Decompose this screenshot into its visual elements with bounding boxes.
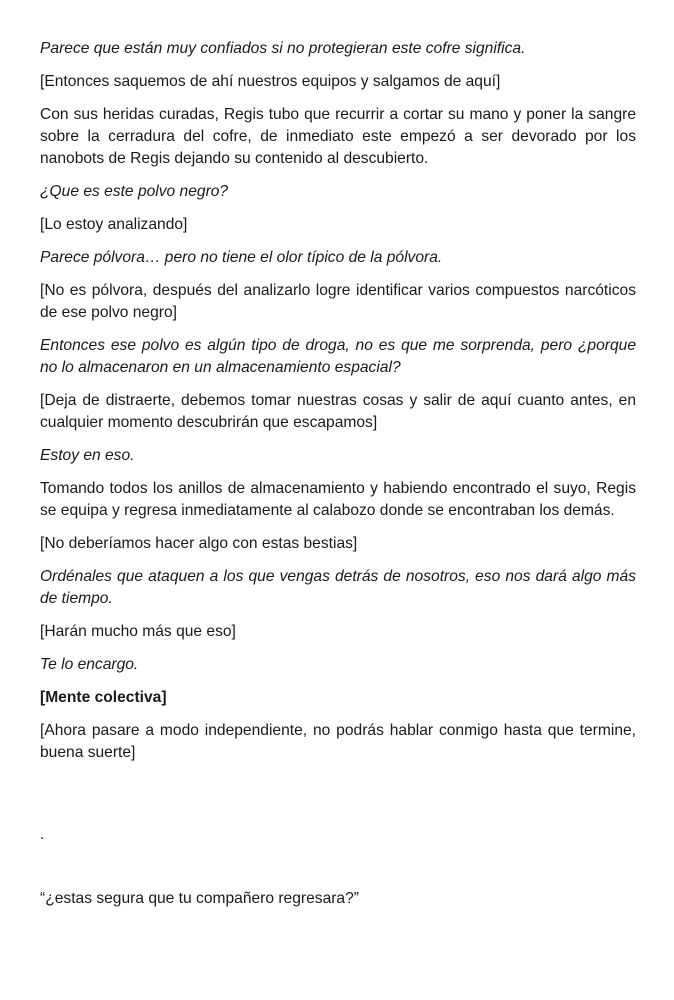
paragraph-9: [Deja de distraerte, debemos tomar nuestras cosas y salir de aquí cuanto antes, en cualquier momento descubrirán que escapamos] <box>40 392 636 431</box>
paragraph-13: Ordénales que ataquen a los que vengas detrás de nosotros, eso nos dará algo más de tiempo. <box>40 568 636 607</box>
document-body <box>40 38 636 775</box>
paragraph-10: Estoy en eso. <box>40 447 135 464</box>
paragraph-15: Te lo encargo. <box>40 656 139 673</box>
paragraph-4: ¿Que es este polvo negro? <box>40 183 229 200</box>
paragraph-12: [No deberíamos hacer algo con estas bestias] <box>40 535 358 552</box>
paragraph-3: Con sus heridas curadas, Regis tubo que recurrir a cortar su mano y poner la sangre sobre la cerradura del cofre, de inmediato este empezó a ser devorado por los nanobots de Regis dejando su contenido al descubierto. <box>40 106 636 167</box>
scene-separator: . <box>40 826 45 843</box>
paragraph-16: [Mente colectiva] <box>40 689 167 706</box>
paragraph-14: [Harán mucho más que eso] <box>40 623 236 640</box>
paragraph-2: [Entonces saquemos de ahí nuestros equipos y salgamos de aquí] <box>40 73 501 90</box>
paragraph-8: Entonces ese polvo es algún tipo de droga, no es que me sorprenda, pero ¿porque no lo almacenaron en un almacenamiento espacial? <box>40 337 636 376</box>
paragraph-11: Tomando todos los anillos de almacenamiento y habiendo encontrado el suyo, Regis se equipa y regresa inmediatamente al calabozo donde se encontraban los demás. <box>40 480 636 519</box>
paragraph-1: Parece que están muy confiados si no protegieran este cofre significa. <box>40 40 526 57</box>
paragraph-7: [No es pólvora, después del analizarlo logre identificar varios compuestos narcóticos de ese polvo negro] <box>40 282 636 321</box>
paragraph-17: [Ahora pasare a modo independiente, no podrás hablar conmigo hasta que termine, buena suerte] <box>40 722 636 761</box>
paragraph-6: Parece pólvora… pero no tiene el olor típico de la pólvora. <box>40 249 443 266</box>
closing-line: “¿estas segura que tu compañero regresara?” <box>40 890 359 907</box>
paragraph-5: [Lo estoy analizando] <box>40 216 188 233</box>
